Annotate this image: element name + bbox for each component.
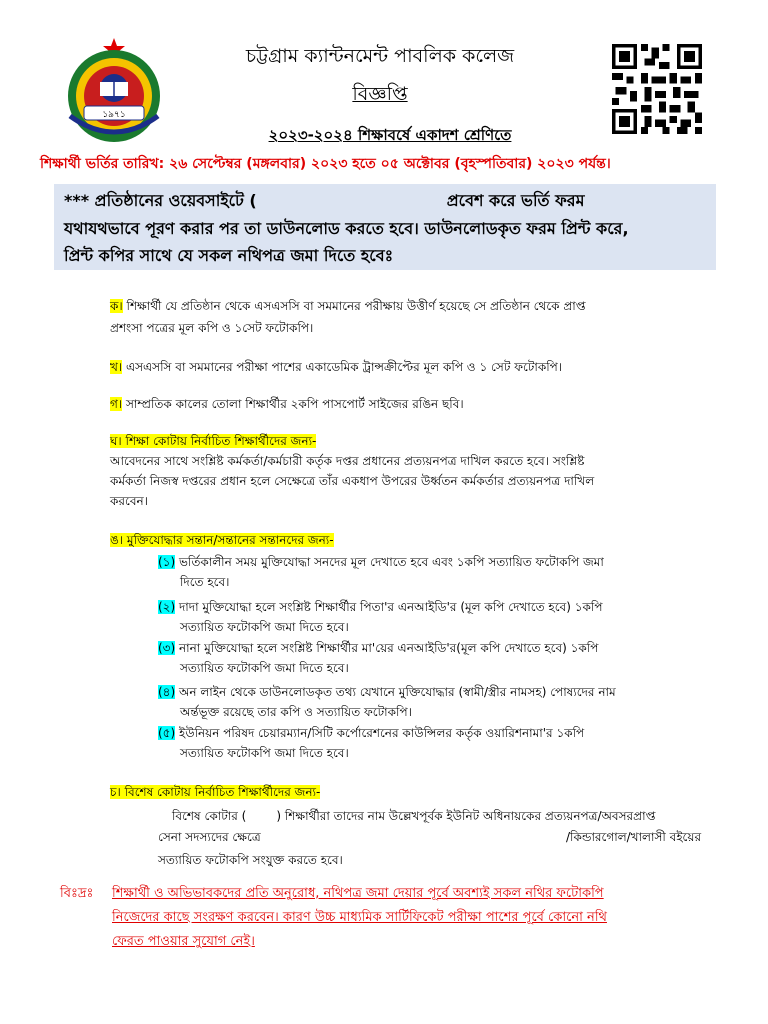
notice-title: বিজ্ঞপ্তি	[352, 83, 408, 105]
remark-line3: ফেরত পাওয়ার সুযোগ নেই।	[112, 934, 255, 949]
sub-item-3-line2: সত্যায়িত ফটোকপি জমা দিতে হবে।	[180, 661, 349, 675]
item-gha-line2: কর্মকর্তা নিজস্ব দপ্তরের প্রধান হলে সেক্ষেত্রে তাঁর একধাপ উপরের উর্ধ্বতন কর্মকর্তার প্রত্যয়নপত্র দাখিল	[110, 474, 595, 488]
sub-item-1: (১) ভর্তিকালীন সময় মুক্তিযোদ্ধা সনদের মূল দেখাতে হবে এবং ১কপি সত্যায়িত ফটোকপি জমা	[158, 555, 604, 569]
item-cha-line2a: সেনা সদস্যদের ক্ষেত্রে	[158, 830, 261, 844]
sub-item-2: (২) দাদা মুক্তিযোদ্ধা হলে সংশ্লিষ্ট শিক্ষার্থীর পিতা'র এনআইডি'র (মূল কপি দেখাতে হবে) ১কপি	[158, 600, 603, 614]
item-gha-line1: আবেদনের সাথে সংশ্লিষ্ট কর্মকর্তা/কর্মচারী কর্তৃক দপ্তর প্রধানের প্রত্যয়নপত্র দাখিল করতে হবে। সংশ্লিষ্ট	[110, 454, 585, 468]
sub-item-5-line2: সত্যায়িত ফটোকপি জমা দিতে হবে।	[180, 746, 349, 760]
item-ka-marker: ক।	[110, 299, 123, 313]
sub-item-2-line2: সত্যায়িত ফটোকপি জমা দিতে হবে।	[180, 620, 349, 634]
sub-item-5: (৫) ইউনিয়ন পরিষদ চেয়ারম্যান/সিটি কর্পোরেশনের কাউন্সিলর কর্তৃক ওয়ারিশনামা'র ১কপি	[158, 726, 585, 740]
info-line-2: যথাযথভাবে পূরণ করার পর তা ডাউনলোড করতে হবে। ডাউনলোডকৃত ফরম প্রিন্ট করে,	[64, 219, 629, 238]
logo-year: ১৯৭১	[102, 110, 126, 120]
item-kha: খ। এসএসসি বা সমমানের পরীক্ষা পাশের একাডেমিক ট্রান্সক্রীপ্টের মূল কপি ও ১ সেট ফটোকপি।	[110, 360, 563, 374]
sub-item-1-line2: দিতে হবে।	[180, 575, 230, 589]
item-ga-marker: গ।	[110, 397, 123, 411]
item-cha-line2b: /কিন্ডারগোল/খালাসী বইয়ের	[566, 830, 702, 844]
remark-line2: নিজেদের কাছে সংরক্ষণ করবেন। কারণ উচ্চ মাধ্যমিক সার্টিফিকেট পরীক্ষা পাশের পূর্বে কোনো নথি	[112, 910, 607, 925]
admission-date: শিক্ষার্থী ভর্তির তারিখ: ২৬ সেপ্টেম্বর (মঙ্গলবার) ২০২৩ হতে ০৫ অক্টোবর (বৃহস্পতিবার) ২০২৩ পর্যন্ত।	[40, 156, 611, 172]
item-kha-marker: খ।	[110, 360, 123, 374]
item-gha-heading: ঘ। শিক্ষা কোটায় নির্বাচিত শিক্ষার্থীদের জন্য-	[110, 434, 317, 448]
item-ka: ক। শিক্ষার্থী যে প্রতিষ্ঠান থেকে এসএসসি বা সমমানের পরীক্ষায় উত্তীর্ণ হয়েছে সে প্রতিষ্ঠান থেকে প্রাপ্ত	[110, 299, 586, 313]
session-heading: ২০২৩-২০২৪ শিক্ষাবর্ষে একাদশ শ্রেণিতে	[268, 126, 512, 144]
item-cha-heading: চ। বিশেষ কোটায় নির্বাচিত শিক্ষার্থীদের জন্য-	[110, 785, 321, 799]
remark-line1: শিক্ষার্থী ও অভিভাবকদের প্রতি অনুরোধ, নথিপত্র জমা দেয়ার পূর্বে অবশ্যই সকল নথির ফটোকপি	[112, 886, 604, 901]
info-line-3: প্রিন্ট কপির সাথে যে সকল নথিপত্র জমা দিতে হবেঃ	[64, 246, 394, 265]
item-cha-line1: বিশেষ কোটার ( ) শিক্ষার্থীরা তাদের নাম উল্লেখপূর্বক ইউনিট অধিনায়কের প্রত্যয়নপত্র/অবসরপ্রাপ্ত	[172, 809, 656, 823]
item-cha-line3: সত্যায়িত ফটোকপি সংযুক্ত করতে হবে।	[158, 853, 343, 867]
item-uma-heading: ঙ। মুক্তিযোদ্ধার সন্তান/সন্তানের সন্তানদের জন্য-	[110, 533, 334, 547]
sub-item-4-line2: অর্ন্তভূক্ত রয়েছে তার কপি ও সত্যায়িত ফটোকপি।	[180, 705, 412, 719]
remark-label: বিঃদ্রঃ	[60, 886, 94, 901]
sub-item-4: (৪) অন লাইন থেকে ডাউনলোডকৃত তথ্য যেখানে মুক্তিযোদ্ধার (স্বামী/স্ত্রীর নামসহ) পোষ্যদের নাম	[158, 685, 616, 699]
item-ga: গ। সাম্প্রতিক কালের তোলা শিক্ষার্থীর ২কপি পাসপোর্ট সাইজের রঙিন ছবি।	[110, 397, 464, 411]
item-gha-line3: করবেন।	[110, 494, 148, 508]
college-name: চট্টগ্রাম ক্যান্টনমেন্ট পাবলিক কলেজ	[245, 45, 515, 67]
sub-item-3: (৩) নানা মুক্তিযোদ্ধা হলে সংশ্লিষ্ট শিক্ষার্থীর মা'য়ের এনআইডি'র(মূল কপি দেখাতে হবে) ১কপি	[158, 641, 599, 655]
item-ka-line2: প্রশংসা পত্রের মূল কপি ও ১সেট ফটোকপি।	[110, 321, 314, 335]
info-line-1: *** প্রতিষ্ঠানের ওয়েবসাইটে ( প্রবেশ করে ভর্তি ফরম	[64, 191, 585, 210]
qr-code[interactable]	[612, 44, 702, 134]
